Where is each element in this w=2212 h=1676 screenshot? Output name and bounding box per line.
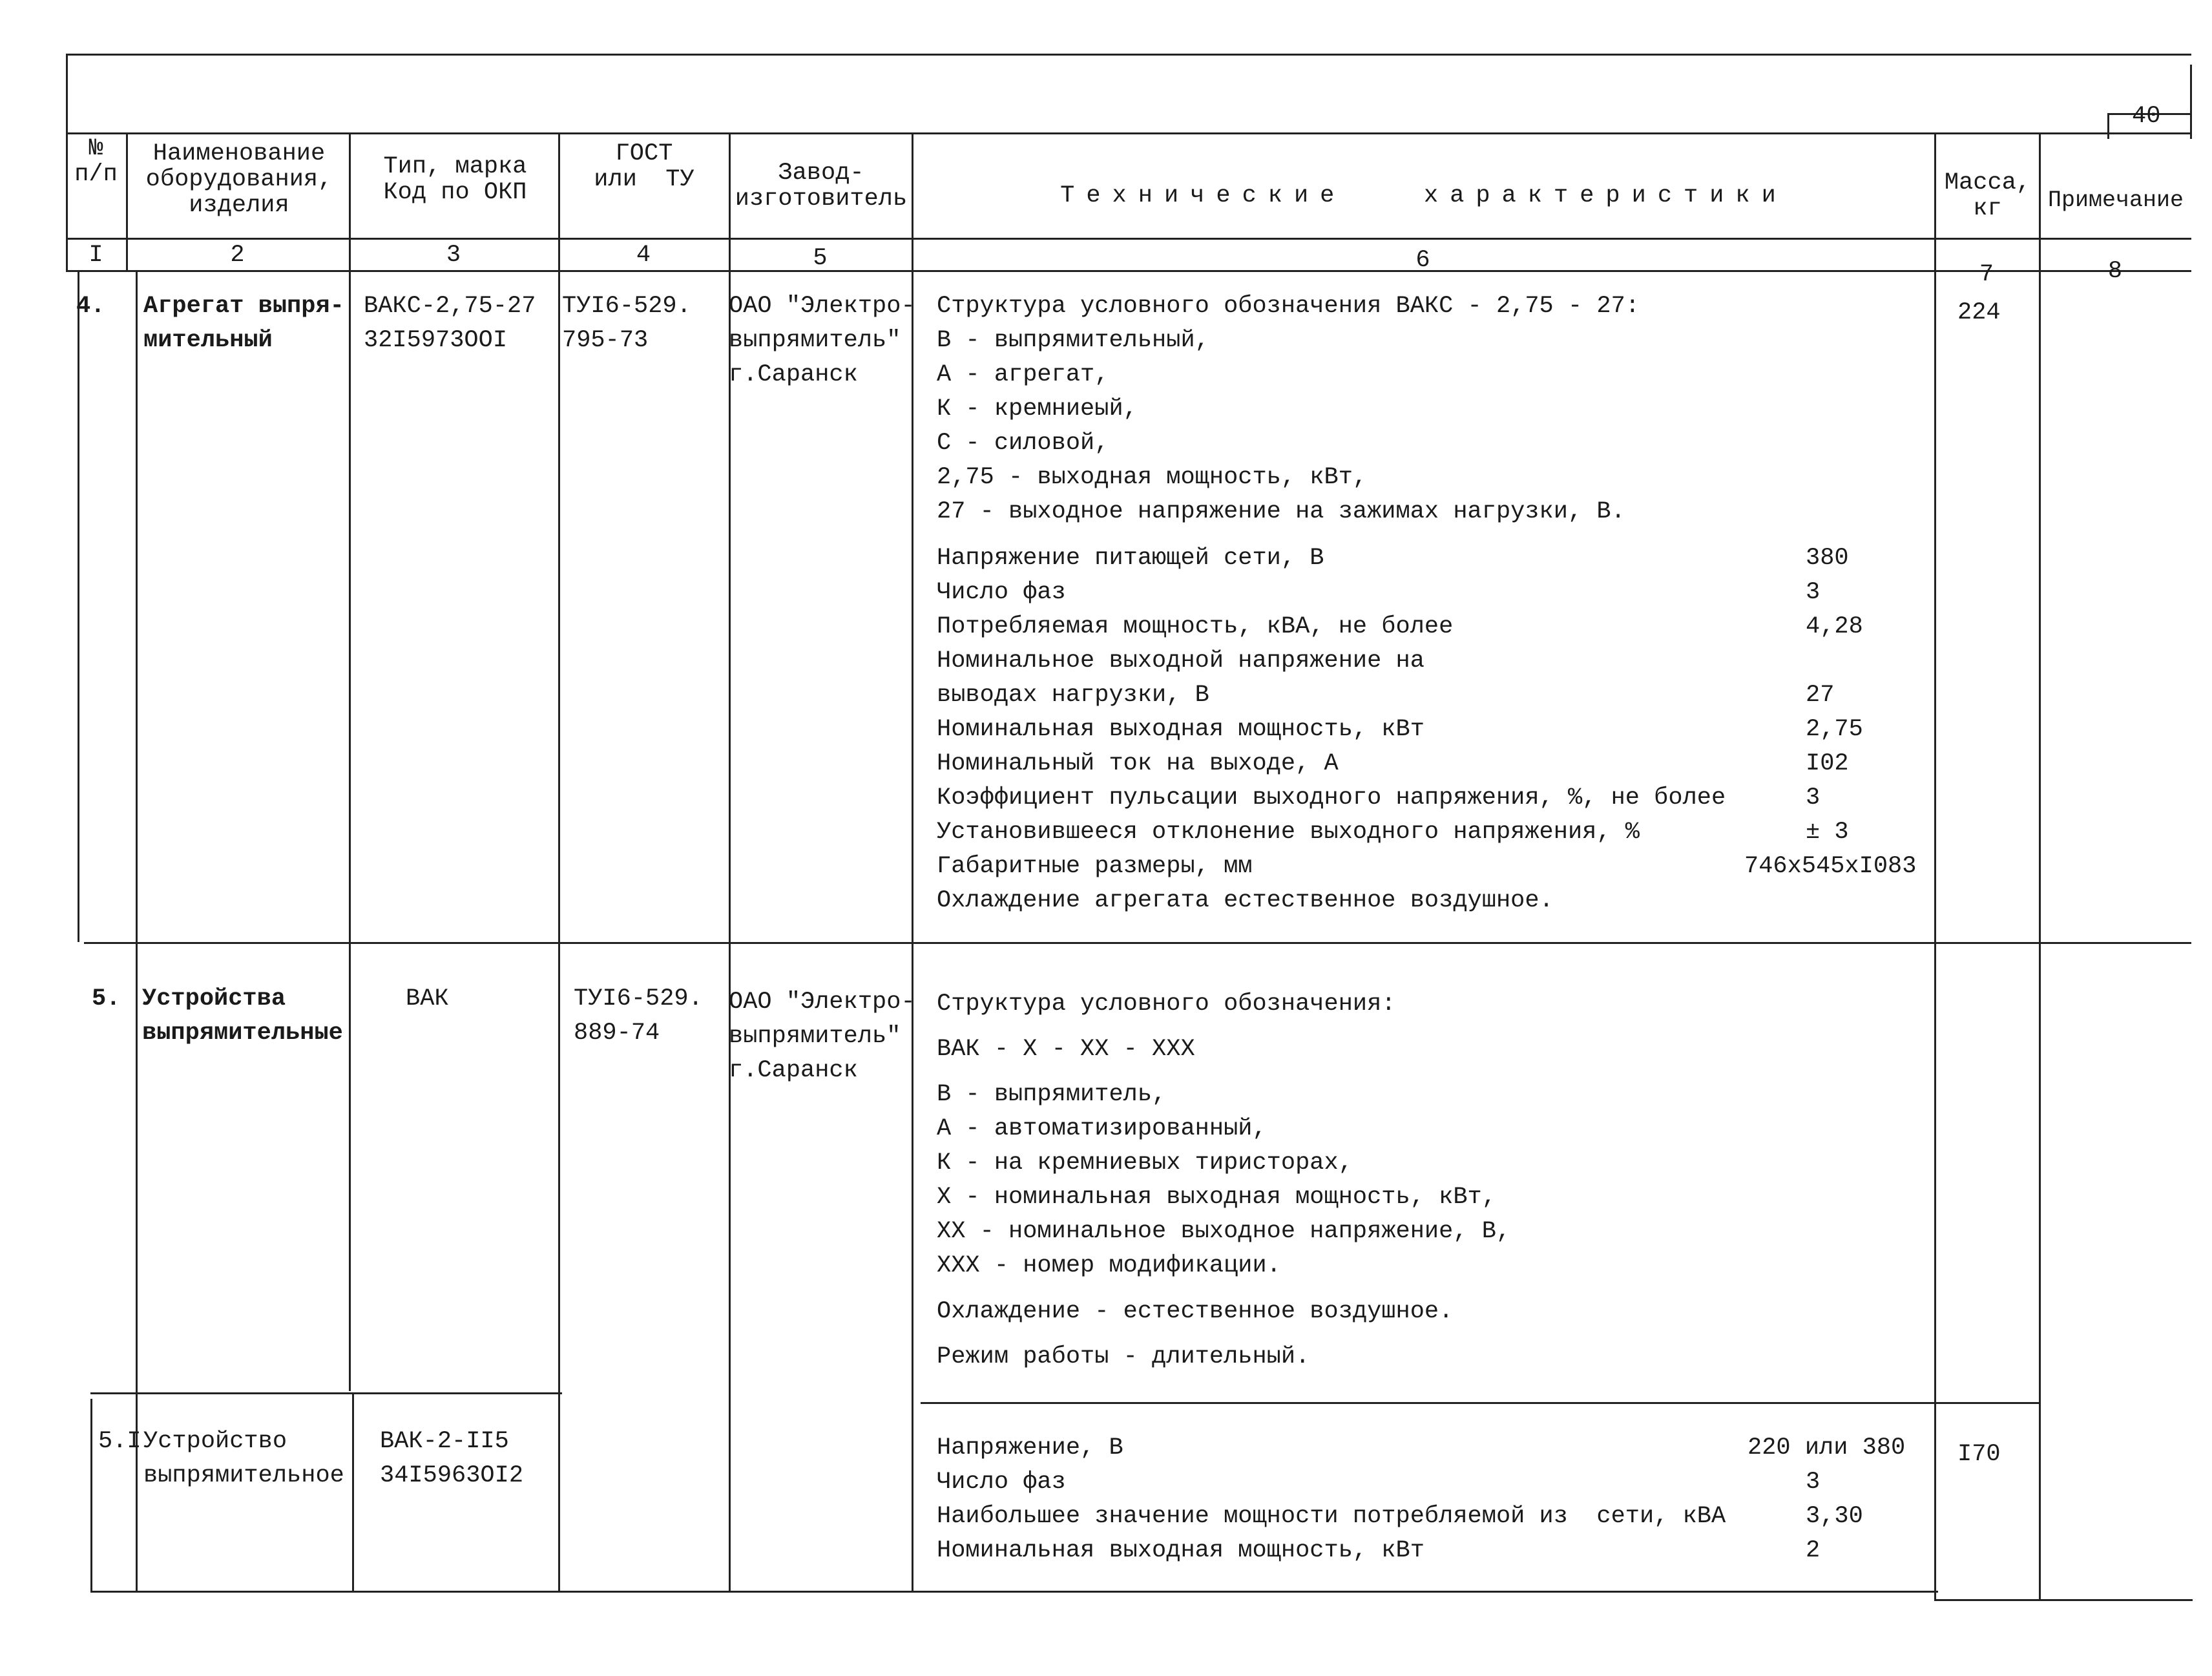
- row51-param-label-1: Число фаз: [937, 1469, 1066, 1496]
- row51-param-value-1: 3: [1806, 1469, 1821, 1496]
- colnum-5: 5: [813, 245, 828, 272]
- row4-maker: ОАО "Электро- выпрямитель" г.Саранск: [729, 293, 915, 388]
- col-line-2c: [352, 1392, 354, 1593]
- row4-param-value-9: 746x545xI083: [1744, 853, 1917, 880]
- row51-param-value-0: 220 или 380: [1748, 1434, 1906, 1461]
- header-note: Примечание: [2047, 187, 2184, 213]
- header-bottom-line: [66, 238, 2191, 240]
- row4-mass: 224: [1957, 299, 2001, 326]
- row5-formula: ВАК - Х - ХХ - ХХХ: [937, 1036, 1195, 1063]
- row4-param-label-5: Номинальная выходная мощность, кВт: [937, 716, 1424, 743]
- row51-mass: I70: [1957, 1441, 2001, 1468]
- row4-param-value-4: 27: [1806, 682, 1835, 709]
- row4-param-label-1: Число фаз: [937, 579, 1066, 606]
- row4-param-value-0: 380: [1806, 545, 1849, 572]
- header-maker: Завод- изготовитель: [735, 160, 908, 213]
- row4-name: Агрегат выпря- мительный: [143, 293, 344, 354]
- row5-legend-3: Х - номинальная выходная мощность, кВт,: [937, 1184, 1496, 1211]
- col-line-0c: [90, 1399, 92, 1593]
- row4-param-label-8: Установившееся отклонение выходного напряжения, %: [937, 819, 1640, 846]
- colnum-6: 6: [1415, 247, 1430, 274]
- row-5-subrow-line-a: [90, 1392, 562, 1394]
- row51-param-value-2: 3,30: [1806, 1503, 1863, 1530]
- row5-legend-4: ХХ - номинальное выходное напряжение, В,: [937, 1218, 1511, 1245]
- row4-structure-5: 2,75 - выходная мощность, кВт,: [937, 464, 1368, 491]
- header-name: Наименование оборудования, изделия: [145, 140, 333, 219]
- row4-structure-1: В - выпрямительный,: [937, 327, 1209, 354]
- page-number-box-left: [2107, 113, 2109, 139]
- row4-structure-4: С - силовой,: [937, 430, 1109, 457]
- row5-legend-5: ХХХ - номер модификации.: [937, 1252, 1281, 1279]
- header-top-line: [66, 132, 2191, 134]
- row4-param-value-8: ± 3: [1806, 819, 1849, 846]
- row51-param-value-3: 2: [1806, 1537, 1821, 1564]
- table-bottom-line: [90, 1591, 1938, 1593]
- header-number: № п/п: [74, 135, 118, 188]
- row4-param-label-0: Напряжение питающей сети, В: [937, 545, 1324, 572]
- row4-param-label-3: Номинальное выходной напряжение на: [937, 647, 1424, 675]
- col-line-6: [1934, 132, 1936, 1599]
- row5-legend-2: К - на кремниевых тиристорах,: [937, 1149, 1353, 1177]
- row-5-subrow-line-b: [921, 1402, 2038, 1404]
- table-bottom-line-right: [1934, 1599, 2193, 1601]
- row51-param-label-2: Наибольшее значение мощности потребляемой из сети, кВА: [937, 1503, 1726, 1530]
- row4-param-label-9: Габаритные размеры, мм: [937, 853, 1253, 880]
- row4-param-label-10: Охлаждение агрегата естественное воздушное.: [937, 887, 1554, 914]
- row51-type: ВАК-2-II5 34I5963OI2: [380, 1428, 524, 1489]
- col-line-2b: [349, 270, 351, 1391]
- row4-type: ВАКС-2,75-27 32I5973OOI: [364, 293, 536, 354]
- colnum-2: 2: [230, 242, 245, 269]
- row4-param-label-4: выводах нагрузки, В: [937, 682, 1209, 709]
- row-5-mass-line: [1934, 1402, 2039, 1404]
- col-line-7: [2039, 132, 2041, 1599]
- colnum-4: 4: [636, 242, 651, 269]
- row4-param-label-6: Номинальный ток на выходе, А: [937, 750, 1339, 777]
- colnum-7: 7: [1979, 261, 1994, 288]
- row5-legend-1: А - автоматизированный,: [937, 1115, 1267, 1142]
- row5-gost: ТУI6-529. 889-74: [574, 985, 703, 1047]
- row4-param-label-7: Коэффициент пульсации выходного напряжения, %, не более: [937, 784, 1726, 812]
- row4-structure-2: А - агрегат,: [937, 361, 1109, 388]
- row5-type: ВАК: [406, 985, 449, 1012]
- row5-legend-0: В - выпрямитель,: [937, 1081, 1167, 1108]
- colnum-1: I: [89, 242, 103, 269]
- header-mass: Масса, кг: [1944, 169, 2031, 222]
- row51-param-label-3: Номинальная выходная мощность, кВт: [937, 1537, 1424, 1564]
- row-4-bottom-line: [84, 942, 2191, 944]
- row4-structure-3: К - кремниеый,: [937, 395, 1138, 423]
- row4-param-value-5: 2,75: [1806, 716, 1863, 743]
- row4-param-value-1: 3: [1806, 579, 1821, 606]
- row4-param-value-7: 3: [1806, 784, 1821, 812]
- row4-number: 4.: [76, 293, 105, 320]
- header-tech: Технические характеристики: [1060, 182, 1788, 209]
- colnum-3: 3: [446, 242, 461, 269]
- row51-number: 5.I: [98, 1428, 141, 1455]
- row5-structure-title: Структура условного обозначения:: [937, 990, 1396, 1018]
- row4-param-label-2: Потребляемая мощность, кВА, не более: [937, 613, 1454, 640]
- col-line-0b: [78, 270, 79, 942]
- header-gost: ГОСТ или ТУ: [594, 140, 694, 193]
- row4-param-value-2: 4,28: [1806, 613, 1863, 640]
- row51-name: Устройство выпрямительное: [143, 1428, 344, 1489]
- colnum-8: 8: [2107, 258, 2123, 285]
- row4-structure-0: Структура условного обозначения ВАКС - 2,75 - 27:: [937, 293, 1640, 320]
- row4-param-value-6: I02: [1806, 750, 1849, 777]
- header-type: Тип, марка Код по ОКП: [383, 153, 527, 206]
- row5-name: Устройства выпрямительные: [142, 985, 343, 1047]
- row4-structure-6: 27 - выходное напряжение на зажимах нагрузки, В.: [937, 498, 1625, 525]
- frame-top-line: [66, 54, 2191, 56]
- row5-number: 5.: [92, 985, 121, 1012]
- page-number-box-right: [2190, 65, 2192, 139]
- row4-gost: ТУI6-529. 795-73: [562, 293, 691, 354]
- frame-left-line: [66, 54, 68, 132]
- col-line-3: [558, 132, 560, 1593]
- page-number: 40: [2132, 103, 2161, 130]
- row5-mode: Режим работы - длительный.: [937, 1343, 1310, 1370]
- row5-cooling: Охлаждение - естественное воздушное.: [937, 1298, 1454, 1325]
- row5-maker: ОАО "Электро- выпрямитель" г.Саранск: [729, 989, 915, 1084]
- row51-param-label-0: Напряжение, В: [937, 1434, 1123, 1461]
